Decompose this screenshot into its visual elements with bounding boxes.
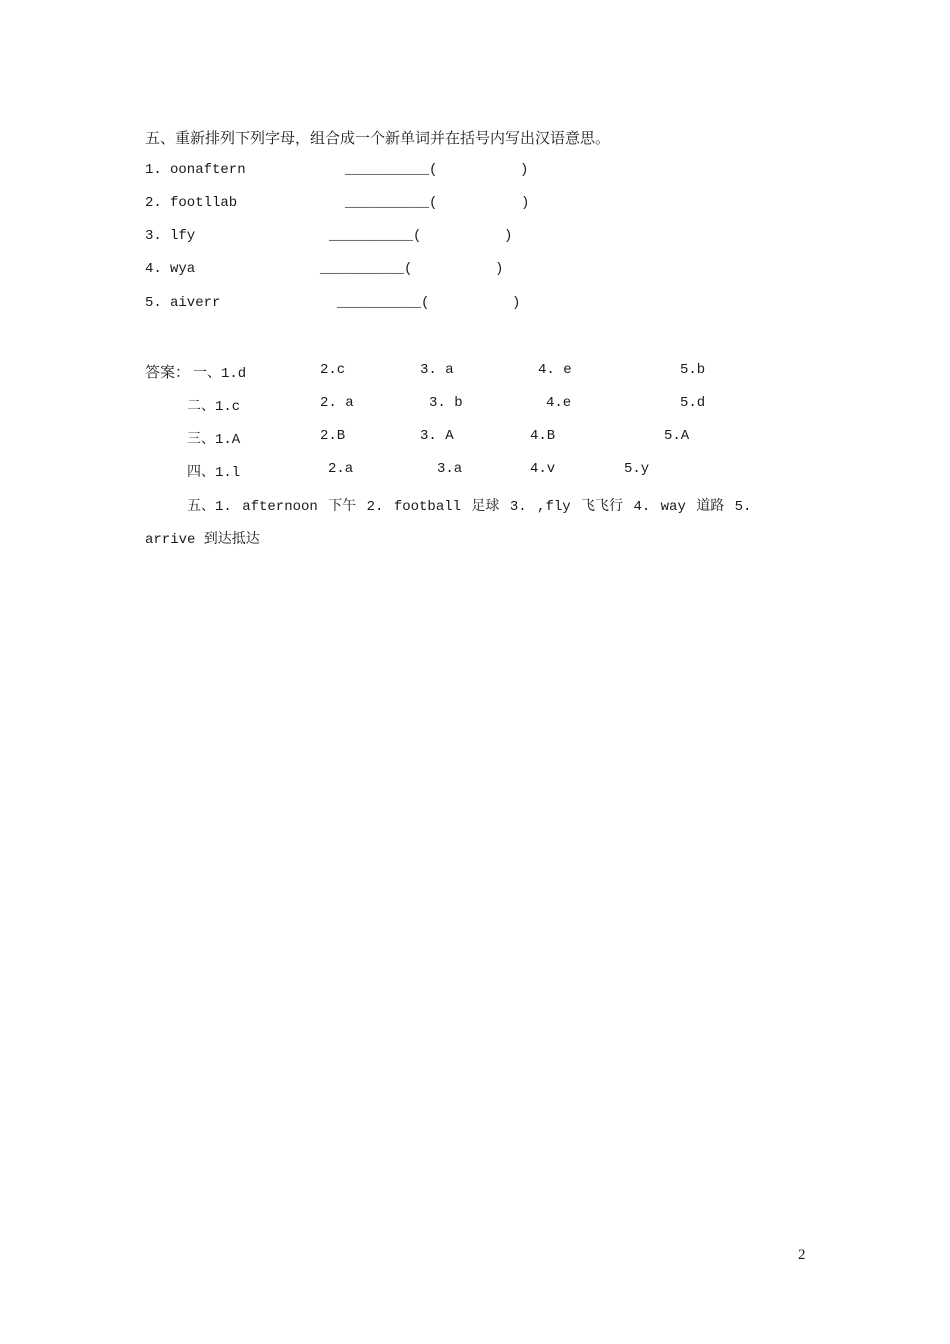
close-paren: ) [495, 261, 504, 277]
page-number: 2 [798, 1247, 806, 1263]
answer-cell: 2.B [320, 428, 346, 444]
answer-blank[interactable]: __________( [345, 162, 438, 178]
close-paren: ) [512, 295, 521, 311]
close-paren: ) [521, 195, 530, 211]
item-number: 3. [145, 228, 162, 244]
answer-cell: 4. e [538, 362, 572, 378]
scrambled-word: wya [170, 261, 196, 277]
answer-label: 答案： [145, 363, 191, 381]
answer-cell: 3. A [420, 428, 454, 444]
answer-blank[interactable]: __________( [329, 228, 422, 244]
answer-blank[interactable]: __________( [345, 195, 438, 211]
scrambled-word: oonaftern [170, 162, 246, 178]
scrambled-word: aiverr [170, 295, 221, 311]
item-number: 5. [145, 295, 162, 311]
section-5-title: 五、重新排列下列字母，组合成一个新单词并在括号内写出汉语意思。 [145, 129, 611, 147]
answer-row-head: 四、1.l [187, 465, 241, 481]
answer-blank[interactable]: __________( [320, 261, 413, 277]
answer-cell: 2.a [328, 461, 354, 477]
answer-row-five-line1: 五、1. afternoon 下午 2. football 足球 3. ,fly 飞飞行 4. way 道路 5. [187, 499, 752, 515]
answer-cell: 4.v [530, 461, 556, 477]
scrambled-word: footllab [170, 195, 238, 211]
answer-row-head: 一、1.d [193, 366, 247, 382]
answer-cell: 5.y [624, 461, 650, 477]
close-paren: ) [520, 162, 529, 178]
answer-cell: 5.d [680, 395, 706, 411]
close-paren: ) [504, 228, 513, 244]
item-number: 1. [145, 162, 162, 178]
item-number: 2. [145, 195, 162, 211]
answer-row-five-line2: arrive 到达抵达 [145, 532, 260, 548]
answer-cell: 3. a [420, 362, 454, 378]
answer-cell: 3.a [437, 461, 463, 477]
answer-cell: 5.b [680, 362, 706, 378]
answer-row-head: 二、1.c [187, 399, 241, 415]
answer-blank[interactable]: __________( [337, 295, 430, 311]
answer-cell: 2.c [320, 362, 346, 378]
answer-cell: 5.A [664, 428, 690, 444]
answer-cell: 4.e [546, 395, 572, 411]
item-number: 4. [145, 261, 162, 277]
answer-cell: 3. b [429, 395, 463, 411]
answer-cell: 2. a [320, 395, 354, 411]
answer-row-head: 三、1.A [187, 432, 241, 448]
scrambled-word: lfy [170, 228, 196, 244]
answer-cell: 4.B [530, 428, 556, 444]
